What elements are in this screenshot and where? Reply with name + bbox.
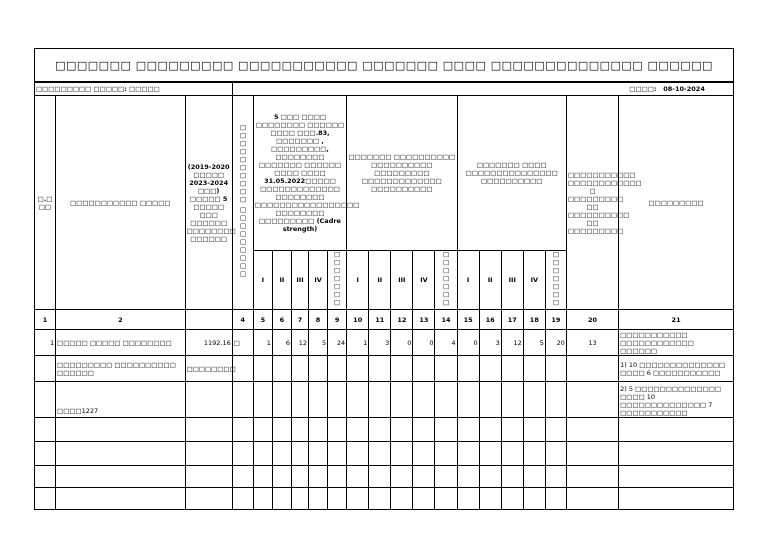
col-num: 13 [413, 310, 435, 330]
header-group-10-14: □□□□□□□ □□□□□□□□□□ □□□□□□□□□□ □□□□□□□□□ □□□□□□□□□□□□□ □□□□□□□□□□ [347, 96, 457, 251]
info-row [35, 83, 734, 96]
roman-2: II [272, 251, 291, 310]
cell-15: 0 [457, 330, 479, 356]
header-col3: (2019-2020 □□□□□ 2023-2024 □□□) □□□□□ 5 □□□□□ □□□ □□□□□□ □□□□□□□□ □□□□□□ [185, 96, 232, 310]
col-num: 2 [56, 310, 186, 330]
district-label: □□□□□□□□□ □□□□□: □□□□□ [35, 83, 233, 96]
col-num: 6 [272, 310, 291, 330]
col-num: 15 [457, 310, 479, 330]
roman-3: III [391, 251, 413, 310]
col-num: 21 [619, 310, 734, 330]
col-num: 9 [328, 310, 347, 330]
cell-7: 12 [291, 330, 308, 356]
empty-row [35, 418, 734, 442]
row-value: 1192.16 [185, 330, 232, 356]
col-num: 12 [391, 310, 413, 330]
cell-10: 1 [347, 330, 369, 356]
cell-19: 20 [545, 330, 566, 356]
header-name: □□□□□□□□□□□ □□□□□ [56, 96, 186, 310]
roman-1: I [347, 251, 369, 310]
header-col21: □□□□□□□□□ [619, 96, 734, 310]
header-sno: □.□ □□ [35, 96, 56, 310]
empty-row [35, 466, 734, 488]
row-mark: □ [232, 330, 253, 356]
roman-1: I [253, 251, 272, 310]
row-name: □□□□□ □□□□□ □□□□□□□□ [56, 330, 186, 356]
cell-20: 13 [566, 330, 618, 356]
table-row [35, 330, 734, 356]
cell-8: 5 [309, 330, 328, 356]
header-group-15-19: □□□□□□□ □□□□ □□□□□□□□□□□□□□□ □□□□□□□□□□ [457, 96, 566, 251]
total-header: □□□□□□□ [435, 251, 457, 310]
cell-12: 0 [391, 330, 413, 356]
data-table [34, 82, 734, 510]
col-num: 4 [232, 310, 253, 330]
row-name: □□□□□□□□□ □□□□□□□□□□ □□□□□□ [56, 356, 186, 382]
date-value: 08-10-2024 [663, 85, 705, 93]
cell-13: 0 [413, 330, 435, 356]
col-num: 18 [523, 310, 545, 330]
date-label: □□□□: [629, 85, 657, 93]
col-num [185, 310, 232, 330]
col-num: 8 [309, 310, 328, 330]
header-col20: □□□□□□□□□□□ □□□□□□□□□□□□ □ □□□□□□□□□ □□ □□□□□□□□□□ □□ □□□□□□□□□ [566, 96, 618, 310]
roman-2: II [369, 251, 391, 310]
col-num: 20 [566, 310, 618, 330]
total-header: □□□□□□□ [545, 251, 566, 310]
cell-18: 5 [523, 330, 545, 356]
roman-3: III [291, 251, 308, 310]
cell-17: 12 [501, 330, 523, 356]
header-row [35, 96, 734, 251]
roman-4: IV [413, 251, 435, 310]
col-num: 14 [435, 310, 457, 330]
row-col3: □□□□□□□□ [185, 356, 232, 382]
roman-4: IV [523, 251, 545, 310]
table-row [35, 356, 734, 382]
empty-row [35, 442, 734, 466]
report-sheet [34, 48, 734, 510]
header-col4-text: □□□□□□□□□ □□□□□□□□□□ [238, 124, 247, 279]
header-col4 [232, 96, 253, 310]
roman-4: IV [309, 251, 328, 310]
cell-5: 1 [253, 330, 272, 356]
cell-11: 3 [369, 330, 391, 356]
col-num: 19 [545, 310, 566, 330]
column-number-row [35, 310, 734, 330]
col-num: 10 [347, 310, 369, 330]
cell-9: 24 [328, 330, 347, 356]
col-num: 17 [501, 310, 523, 330]
col-num: 7 [291, 310, 308, 330]
roman-3: III [501, 251, 523, 310]
row-sno: 1 [35, 330, 56, 356]
cell-6: 6 [272, 330, 291, 356]
empty-row [35, 488, 734, 510]
total-header: □□□□□□□ [328, 251, 347, 310]
row-remark: 1) 10 □□□□□□□□□□□□□□ □□□□ 6 □□□□□□□□□□□ [619, 356, 734, 382]
row-remark: □□□□□□□□□□□ □□□□□□□□□□□□ □□□□□□ [619, 330, 734, 356]
date-cell [232, 83, 733, 96]
col-num: 11 [369, 310, 391, 330]
roman-1: I [457, 251, 479, 310]
col-num: 16 [479, 310, 501, 330]
cell-16: 3 [479, 330, 501, 356]
report-title: □□□□□□□ □□□□□□□□□ □□□□□□□□□□□ □□□□□□□ □□□□ □□□□□□□□□□□□□□ □□□□□□ [34, 48, 734, 82]
col-num: 1 [35, 310, 56, 330]
cell-14: 4 [435, 330, 457, 356]
header-cadre-strength: 5 □□□ □□□□ □□□□□□□□ □□□□□□ □□□□ □□□.83, □□□□□□□ , □□□□□□□□□, □□□□□□□□ □□□□□□□ □□□□□□ □□□□ □□□□ 31.05.2022□□□□□ □□□□□□□□□□□□□ □□□□□□□□ □□□□□□□□□□□□□□□□□ □□□□□□□□ □□□□□□□□□ (Cadre strength) [253, 96, 346, 251]
table-row [35, 382, 734, 418]
row-remark: 2) 5 □□□□□□□□□□□□□□ □□□□ 10 □□□□□□□□□□□□□□ 7 □□□□□□□□□□□ [619, 382, 734, 418]
roman-2: II [479, 251, 501, 310]
col-num: 5 [253, 310, 272, 330]
row-name: □□□□1227 [56, 382, 186, 418]
